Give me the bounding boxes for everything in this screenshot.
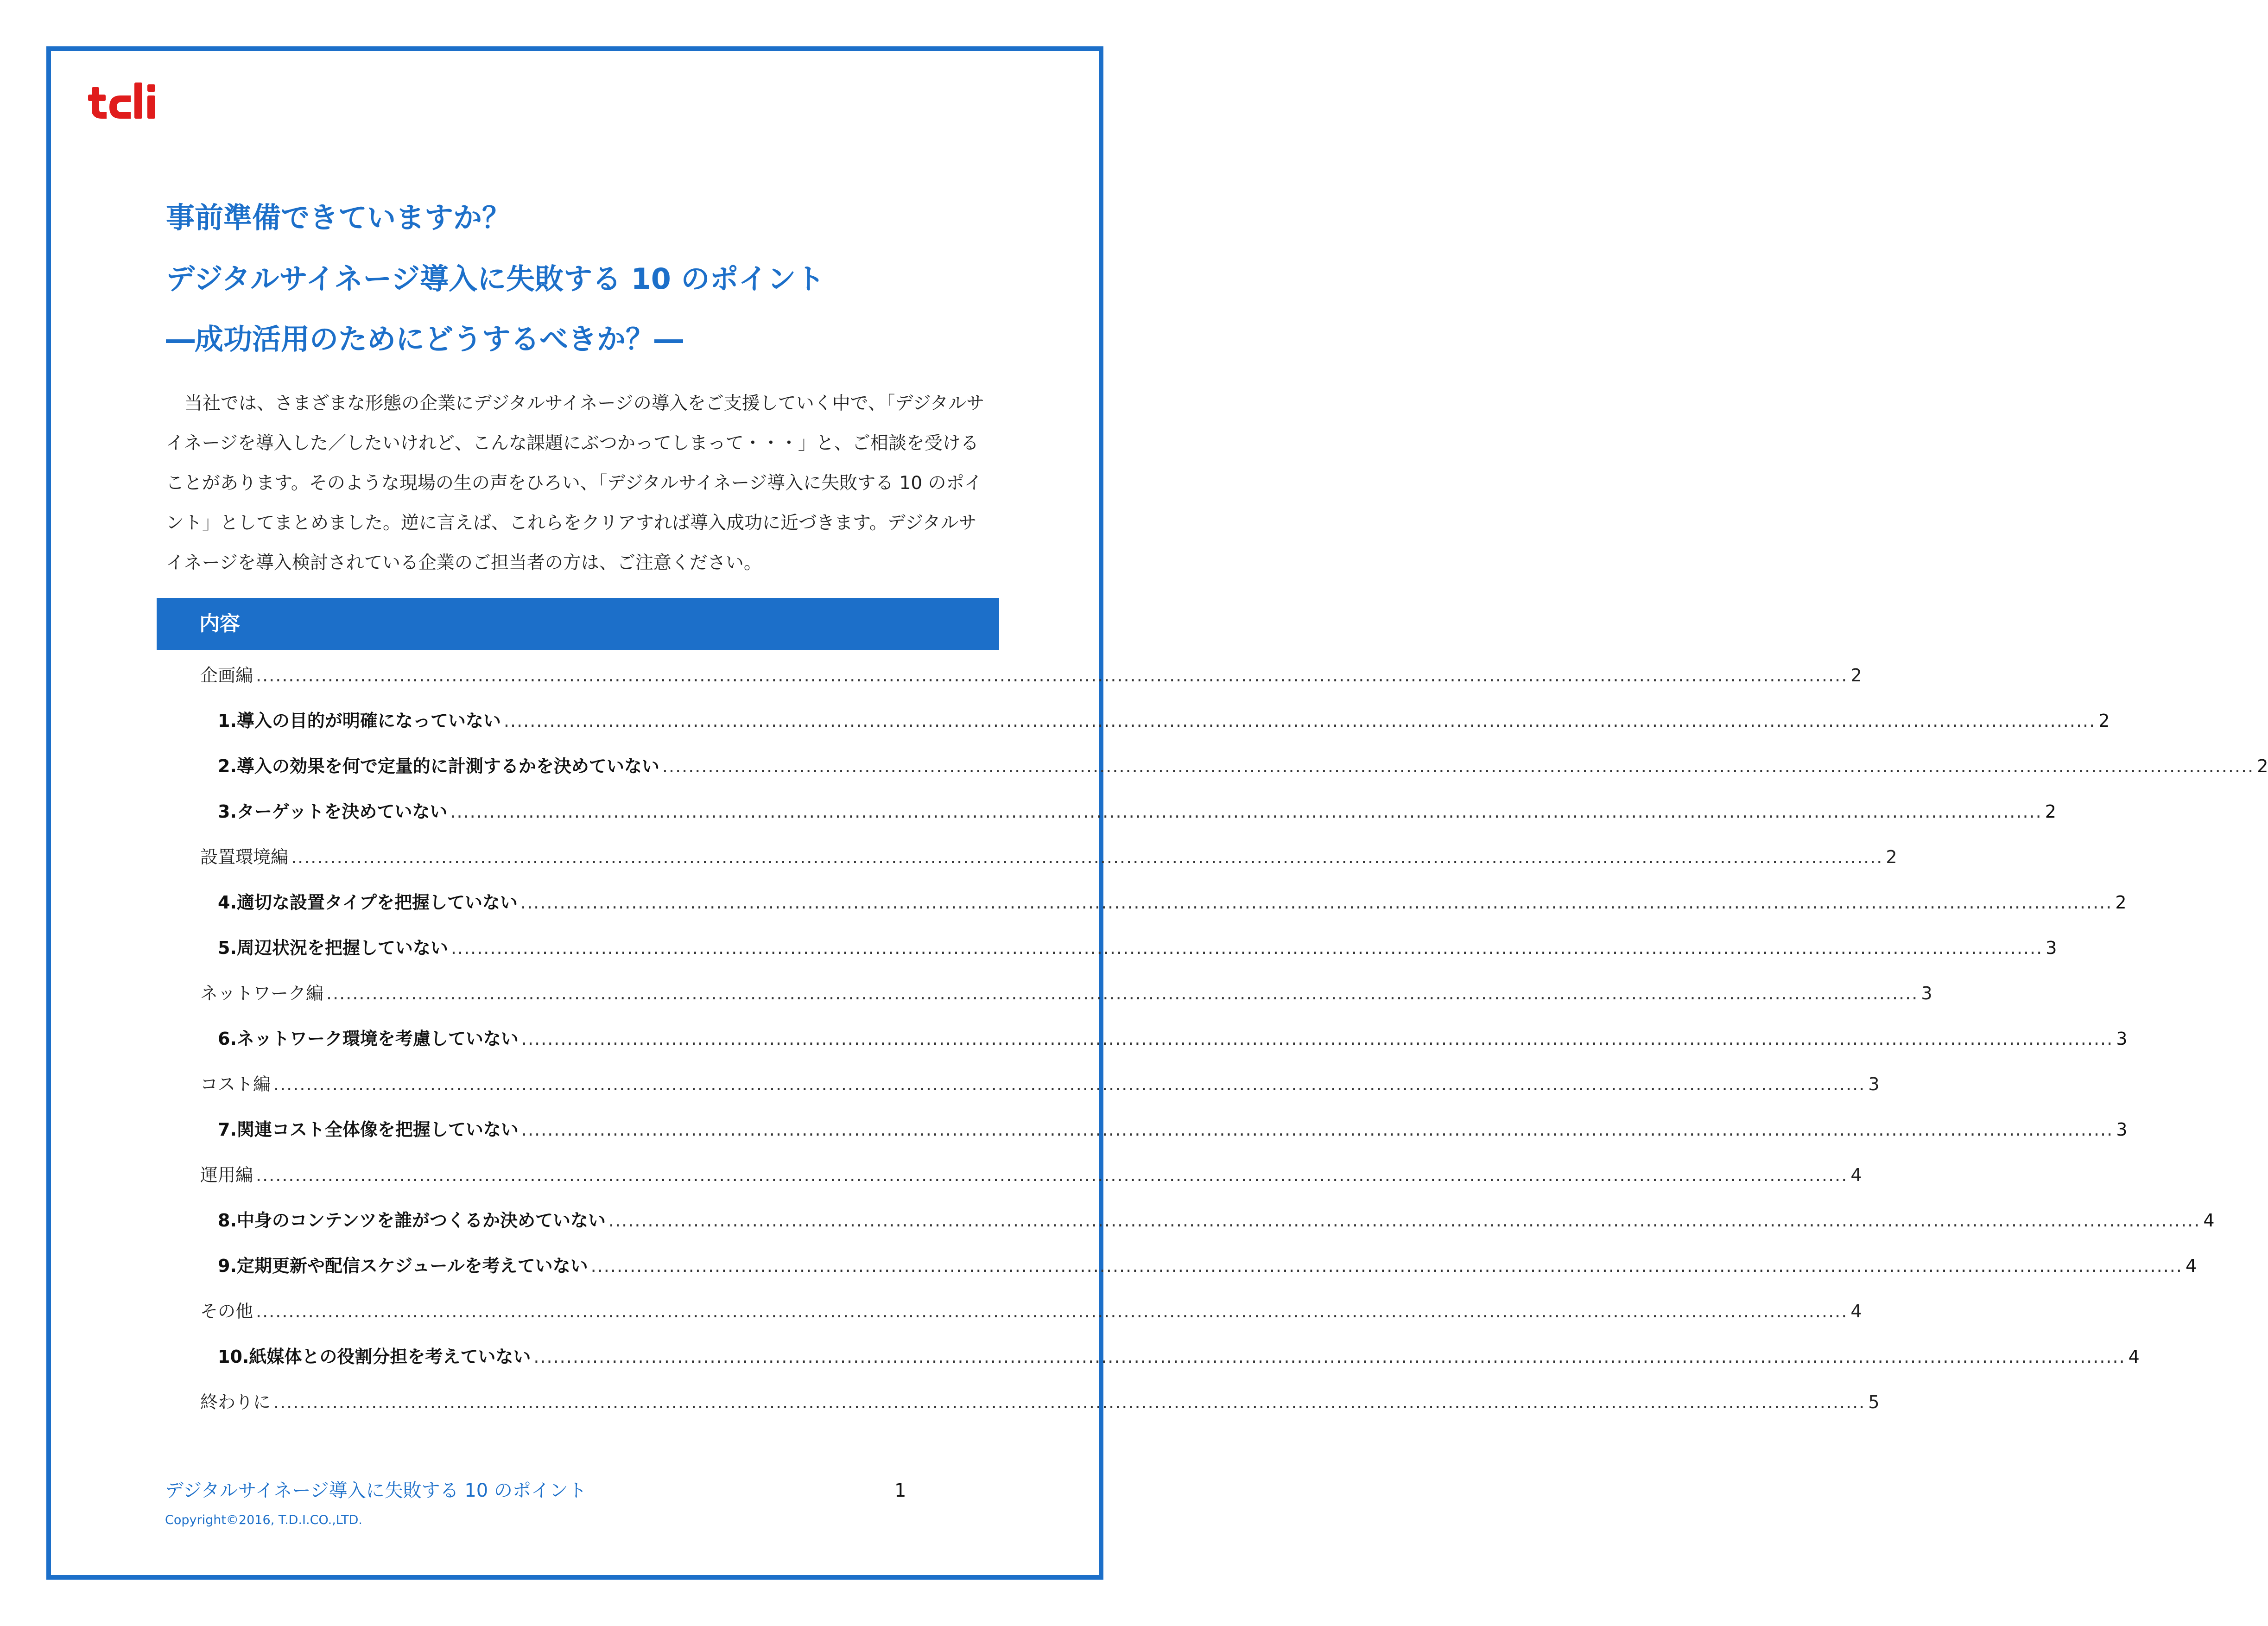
toc-leader-dots: .................................................................................................................................................................................................................................................... [503,711,2096,731]
toc-header [157,598,999,650]
toc-leader-dots: .................................................................................................................................................................................................................................................... [533,1347,2126,1367]
toc-leader-dots: .................................................................................................................................................................................................................................................... [521,1029,2114,1049]
toc-entry-2[interactable] [218,743,2268,789]
title-line-3: ―成功活用のためにどうするべきか？― [166,322,684,356]
toc-leader-dots: .................................................................................................................................................................................................................................................... [291,847,1883,867]
toc-entry-label: 関連コスト全体像を把握していない [236,1119,519,1140]
toc-entry-page: 3 [2116,1119,2128,1140]
toc-entry-network[interactable] [200,971,1932,1016]
toc-entry-planning[interactable] [200,653,1862,698]
toc-entry-page: 4 [2185,1256,2197,1276]
toc-entry-7[interactable] [218,1107,2128,1152]
toc-entry-cost[interactable] [200,1061,1880,1107]
toc-entry-page: 3 [2116,1029,2128,1049]
toc-leader-dots: .................................................................................................................................................................................................................................................... [662,756,2255,776]
toc-entry-page: 2 [1850,665,1862,686]
toc-entry-label: 設置環境編 [200,847,289,867]
toc-leader-dots: .................................................................................................................................................................................................................................................... [256,665,1848,686]
toc-entry-label: 中身のコンテンツを誰がつくるか決めていない [236,1210,606,1231]
toc-entry-label: 定期更新や配信スケジュールを考えていない [236,1256,588,1276]
title-line-1: 事前準備できていますか？ [166,201,511,235]
toc-entry-installation[interactable] [200,834,1897,880]
toc-leader-dots: .................................................................................................................................................................................................................................................... [520,892,2113,913]
toc-entry-label: 終わりに [200,1392,271,1412]
toc-entry-label: ターゲットを決めていない [236,801,448,822]
toc-entry-label: 導入の効果を何で定量的に計測するかを決めていない [236,756,659,776]
toc-entry-label: 運用編 [200,1165,253,1185]
toc-entry-number: 9. [218,1256,237,1276]
toc-entry-4[interactable] [218,880,2127,925]
toc-entry-other[interactable] [200,1289,1862,1334]
toc-entry-label: コスト編 [200,1074,271,1094]
toc-entry-number: 10. [218,1347,249,1367]
toc-entry-page: 2 [2045,801,2056,822]
toc-leader-dots: .................................................................................................................................................................................................................................................... [450,938,2043,958]
toc-entry-6[interactable] [218,1016,2128,1061]
toc-entry-3[interactable] [218,789,2056,834]
toc-heading: 内容 [199,612,240,635]
toc-entry-page: 4 [2203,1210,2215,1231]
toc-leader-dots: .................................................................................................................................................................................................................................................... [273,1392,1866,1412]
toc-leader-dots: .................................................................................................................................................................................................................................................... [326,983,1919,1004]
toc-entry-page: 3 [1868,1074,1880,1094]
toc-entry-5[interactable] [218,925,2057,971]
toc-entry-page: 3 [2046,938,2057,958]
toc-leader-dots: .................................................................................................................................................................................................................................................... [521,1119,2114,1140]
toc-leader-dots: .................................................................................................................................................................................................................................................... [590,1256,2183,1276]
toc-entry-page: 2 [2257,756,2268,776]
toc-entry-label: その他 [200,1301,253,1321]
toc-entry-page: 4 [1850,1301,1862,1321]
toc-entry-conclusion[interactable] [200,1379,1880,1425]
footer-page-number: 1 [894,1480,906,1501]
toc-entry-page: 2 [1886,847,1897,867]
toc-entry-number: 2. [218,756,237,776]
toc-entry-label: 企画編 [200,665,253,686]
toc-entry-label: ネットワーク環境を考慮していない [236,1029,519,1049]
company-logo [88,83,172,123]
footer-document-title: デジタルサイネージ導入に失敗する 10 のポイント [165,1480,587,1501]
toc-entry-page: 4 [2128,1347,2140,1367]
toc-entry-label: ネットワーク編 [200,983,324,1004]
toc-leader-dots: .................................................................................................................................................................................................................................................... [273,1074,1866,1094]
toc-leader-dots: .................................................................................................................................................................................................................................................... [608,1210,2201,1231]
toc-entry-number: 8. [218,1210,237,1231]
toc-leader-dots: .................................................................................................................................................................................................................................................... [256,1301,1848,1321]
toc-entry-page: 4 [1850,1165,1862,1185]
toc-entry-label: 導入の目的が明確になっていない [236,711,501,731]
toc-entry-9[interactable] [218,1243,2197,1289]
toc-entry-number: 5. [218,938,237,958]
intro-paragraph: 当社では、さまざまな形態の企業にデジタルサイネージの導入をご支援していく中で、「デジタルサイネージを導入した／したいけれど、こんな課題にぶつかってしまって・・・」と、ご相談を受けることがあります。そのような現場の生の声をひろい、「デジタルサイネージ導入に失敗する 10 のポイント」としてまとめました。逆に言えば、これらをクリアすれば導入成功に近づきます。デジタルサイネージを導入検討されている企業のご担当者の方は、ご注意ください。 [166,393,985,573]
toc-entry-number: 6. [218,1029,237,1049]
footer-copyright: Copyright©2016, T.D.I.CO.,LTD. [165,1513,362,1527]
toc-entry-10[interactable] [218,1334,2140,1379]
title-line-2: デジタルサイネージ導入に失敗する 10 のポイント [166,262,825,296]
toc-entry-page: 3 [1921,983,1932,1004]
toc-entry-1[interactable] [218,698,2110,743]
toc-entry-label: 適切な設置タイプを把握していない [236,892,518,913]
toc-leader-dots: .................................................................................................................................................................................................................................................... [256,1165,1848,1185]
toc-entry-operation[interactable] [200,1152,1862,1198]
toc-entry-number: 3. [218,801,237,822]
toc-entry-page: 5 [1868,1392,1880,1412]
toc-entry-label: 紙媒体との役割分担を考えていない [249,1347,531,1367]
toc-entry-page: 2 [2098,711,2110,731]
toc-entry-8[interactable] [218,1198,2215,1243]
toc-entry-number: 4. [218,892,237,913]
toc-leader-dots: .................................................................................................................................................................................................................................................... [450,801,2042,822]
toc-entry-page: 2 [2115,892,2127,913]
toc-entry-label: 周辺状況を把握していない [236,938,448,958]
toc-entry-number: 7. [218,1119,237,1140]
toc-entry-number: 1. [218,711,237,731]
